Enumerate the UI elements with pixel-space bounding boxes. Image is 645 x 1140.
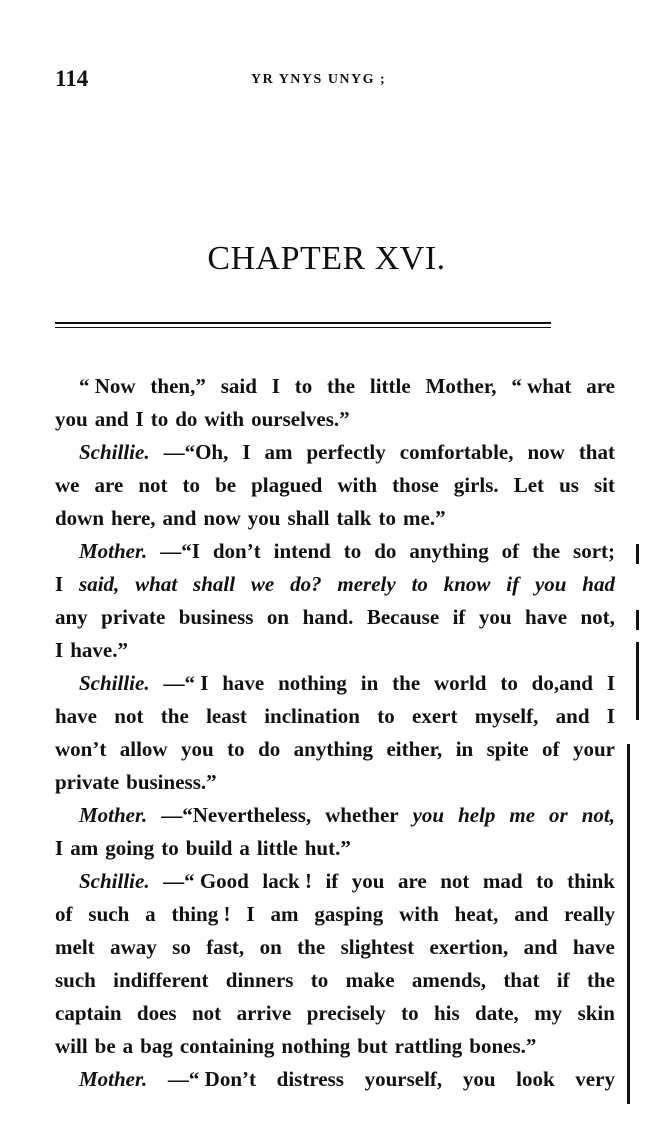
word: that — [503, 968, 540, 992]
word: now — [203, 506, 241, 530]
word: to — [182, 473, 201, 497]
word: such — [55, 968, 96, 992]
word: really — [564, 902, 615, 926]
word: down — [55, 506, 105, 530]
word: plagued — [251, 473, 323, 497]
word: exert — [412, 704, 458, 728]
word: the — [532, 539, 561, 563]
word: and — [555, 704, 590, 728]
word: me.” — [403, 506, 446, 530]
word: of — [542, 737, 560, 761]
word: am — [264, 440, 293, 464]
word: or — [549, 803, 568, 827]
word: with — [337, 473, 378, 497]
word: whether — [325, 803, 399, 827]
text-line — [55, 964, 615, 997]
word: you — [534, 572, 567, 596]
word: to — [401, 1001, 419, 1025]
chapter-title: CHAPTER XVI. — [207, 240, 446, 277]
word: talk — [336, 506, 372, 530]
word: have — [525, 605, 568, 629]
word: allow — [119, 737, 168, 761]
word: of — [501, 539, 520, 563]
word: do,and — [531, 671, 593, 695]
word: inclination — [264, 704, 360, 728]
text-line — [55, 799, 615, 832]
word: you — [462, 1067, 496, 1091]
word: so — [172, 935, 191, 959]
word: spite — [486, 737, 529, 761]
word: containing — [179, 1034, 275, 1058]
word: here, — [111, 506, 156, 530]
word: if — [325, 869, 339, 893]
word: the — [160, 704, 189, 728]
word: “ Now — [79, 374, 136, 398]
word: any — [55, 605, 88, 629]
word: to — [411, 572, 428, 596]
text-line — [55, 700, 615, 733]
word: private — [101, 605, 166, 629]
word: build — [185, 836, 233, 860]
word: that — [578, 440, 615, 464]
word: not — [114, 704, 144, 728]
word: merely — [337, 572, 396, 596]
word: captain — [55, 1001, 122, 1025]
word: I — [246, 902, 255, 926]
word: —“ Don’t — [167, 1067, 257, 1091]
speaker-name: Mother. — [79, 803, 148, 827]
word: have — [572, 935, 615, 959]
word: am — [270, 902, 299, 926]
word: had — [582, 572, 615, 596]
word: look — [516, 1067, 555, 1091]
text-line — [55, 766, 615, 799]
word: to — [343, 539, 362, 563]
word: then,” — [150, 374, 206, 398]
word: private — [55, 770, 120, 794]
word: but — [357, 1034, 388, 1058]
word: arrive — [236, 1001, 292, 1025]
word: world — [433, 671, 487, 695]
speaker-name: Mother. — [79, 539, 148, 563]
word: to — [150, 407, 169, 431]
word: to — [294, 374, 313, 398]
word: us — [559, 473, 579, 497]
word: exertion, — [429, 935, 509, 959]
word: are — [586, 374, 615, 398]
word: of — [55, 902, 73, 926]
word: those — [392, 473, 439, 497]
word: in — [455, 737, 474, 761]
word: the — [327, 374, 356, 398]
word: shall — [287, 506, 330, 530]
text-line — [55, 568, 615, 601]
word: and — [514, 902, 549, 926]
word: nothing — [281, 1034, 351, 1058]
word: skin — [577, 1001, 615, 1025]
word: not — [440, 869, 470, 893]
word: myself, — [474, 704, 539, 728]
text-line — [55, 370, 615, 403]
word: have.” — [70, 638, 128, 662]
word: little — [256, 836, 298, 860]
word: to — [310, 968, 329, 992]
margin-mark — [636, 610, 639, 630]
word: mad — [482, 869, 523, 893]
word: make — [345, 968, 395, 992]
word: you — [181, 737, 214, 761]
word: Let — [513, 473, 545, 497]
word: —“ Good — [163, 869, 249, 893]
word: I — [606, 671, 615, 695]
word: you — [412, 803, 445, 827]
word: little — [369, 374, 411, 398]
word: heat, — [454, 902, 499, 926]
word: going — [105, 836, 155, 860]
word: nothing — [278, 671, 347, 695]
word: not, — [580, 605, 615, 629]
text-line — [55, 436, 615, 469]
word: perfectly — [306, 440, 386, 464]
word: fast, — [206, 935, 245, 959]
word: Mother, — [425, 374, 497, 398]
word: in — [360, 671, 379, 695]
word: do? — [290, 572, 322, 596]
word: do — [175, 407, 198, 431]
word: “ what — [511, 374, 572, 398]
word: his — [433, 1001, 460, 1025]
word: I — [55, 638, 64, 662]
word: you — [247, 506, 281, 530]
word: I — [55, 572, 64, 596]
word: comfortable, — [399, 440, 514, 464]
word: your — [572, 737, 615, 761]
body-text — [55, 370, 615, 1096]
word: business.” — [126, 770, 217, 794]
word: my — [534, 1001, 563, 1025]
word: said — [220, 374, 257, 398]
word: think — [567, 869, 615, 893]
word: girls. — [453, 473, 499, 497]
word: not — [191, 1001, 222, 1025]
word: intend — [273, 539, 331, 563]
word: I — [271, 374, 280, 398]
word: I — [55, 836, 64, 860]
word: have — [55, 704, 97, 728]
text-line — [55, 898, 615, 931]
word: to — [378, 506, 396, 530]
word: we — [55, 473, 80, 497]
word: on — [266, 605, 290, 629]
word: sit — [593, 473, 615, 497]
word: dinners — [225, 968, 294, 992]
word: distress — [276, 1067, 344, 1091]
word: to — [377, 704, 395, 728]
word: date, — [475, 1001, 519, 1025]
text-line — [55, 601, 615, 634]
word: I — [606, 704, 615, 728]
word: either, — [386, 737, 443, 761]
word: to — [536, 869, 554, 893]
speaker-name: Mother. — [79, 1067, 148, 1091]
word: to — [500, 671, 518, 695]
text-line — [55, 931, 615, 964]
word: not — [138, 473, 168, 497]
word: if — [506, 572, 520, 596]
word: —“I — [160, 539, 200, 563]
word: are — [94, 473, 124, 497]
word: you — [351, 869, 385, 893]
word: will — [55, 1034, 88, 1058]
word: and — [94, 407, 129, 431]
word: bag — [140, 1034, 173, 1058]
text-line — [55, 1063, 615, 1096]
word: with — [399, 902, 439, 926]
text-line — [55, 535, 615, 568]
word: precisely — [306, 1001, 386, 1025]
word: away — [110, 935, 157, 959]
word: what — [135, 572, 178, 596]
word: amends, — [411, 968, 486, 992]
text-line — [55, 832, 615, 865]
word: be — [215, 473, 237, 497]
text-line — [55, 634, 615, 667]
word: does — [136, 1001, 177, 1025]
margin-mark — [636, 642, 639, 720]
word: you — [478, 605, 512, 629]
word: the — [392, 671, 421, 695]
word: the — [297, 935, 326, 959]
word: Because — [366, 605, 440, 629]
speaker-name: Schillie. — [79, 869, 150, 893]
word: a — [145, 902, 156, 926]
word: hand. — [302, 605, 354, 629]
word: thing ! — [171, 902, 231, 926]
word: to — [161, 836, 179, 860]
word: don’t — [212, 539, 261, 563]
text-line — [55, 403, 615, 436]
word: ourselves.” — [251, 407, 350, 431]
word: know — [443, 572, 491, 596]
page-number: 114 — [55, 66, 89, 91]
word: least — [206, 704, 247, 728]
word: with — [204, 407, 245, 431]
word: I — [242, 440, 251, 464]
word: and — [523, 935, 558, 959]
running-title: YR YNYS UNYG ; — [251, 72, 387, 87]
word: and — [162, 506, 197, 530]
speaker-name: Schillie. — [79, 440, 150, 464]
text-line — [55, 865, 615, 898]
word: you — [55, 407, 88, 431]
word: a — [239, 836, 250, 860]
text-line — [55, 667, 615, 700]
margin-mark — [636, 544, 639, 564]
word: —“Oh, — [163, 440, 229, 464]
word: lack ! — [262, 869, 312, 893]
word: yourself, — [364, 1067, 443, 1091]
word: said, — [79, 572, 120, 596]
word: we — [250, 572, 275, 596]
word: anything — [293, 737, 374, 761]
word: to — [227, 737, 245, 761]
text-line — [55, 997, 615, 1030]
word: gasping — [314, 902, 384, 926]
word: very — [575, 1067, 615, 1091]
word: if — [452, 605, 466, 629]
word: shall — [193, 572, 236, 596]
word: now — [527, 440, 565, 464]
word: slightest — [340, 935, 415, 959]
word: have — [222, 671, 265, 695]
word: business — [178, 605, 254, 629]
running-head — [55, 66, 615, 96]
word: not, — [581, 803, 615, 827]
word: —“ I — [163, 671, 209, 695]
word: sort; — [573, 539, 615, 563]
word: do — [258, 737, 281, 761]
word: on — [259, 935, 282, 959]
text-line — [55, 502, 615, 535]
text-line — [55, 733, 615, 766]
word: anything — [409, 539, 489, 563]
margin-mark — [627, 744, 630, 1104]
word: are — [397, 869, 427, 893]
word: I — [135, 407, 144, 431]
word: the — [586, 968, 615, 992]
word: do — [374, 539, 397, 563]
word: hut.” — [304, 836, 351, 860]
word: be — [94, 1034, 116, 1058]
word: such — [88, 902, 130, 926]
word: am — [70, 836, 99, 860]
text-line — [55, 1030, 615, 1063]
text-line — [55, 469, 615, 502]
word: me — [509, 803, 536, 827]
word: melt — [55, 935, 95, 959]
speaker-name: Schillie. — [79, 671, 150, 695]
word: —“Nevertheless, — [161, 803, 312, 827]
word: rattling — [394, 1034, 463, 1058]
word: a — [122, 1034, 134, 1058]
word: bones.” — [469, 1034, 537, 1058]
word: indifferent — [113, 968, 209, 992]
word: help — [458, 803, 496, 827]
word: won’t — [55, 737, 107, 761]
title-divider — [55, 322, 551, 328]
word: if — [556, 968, 570, 992]
